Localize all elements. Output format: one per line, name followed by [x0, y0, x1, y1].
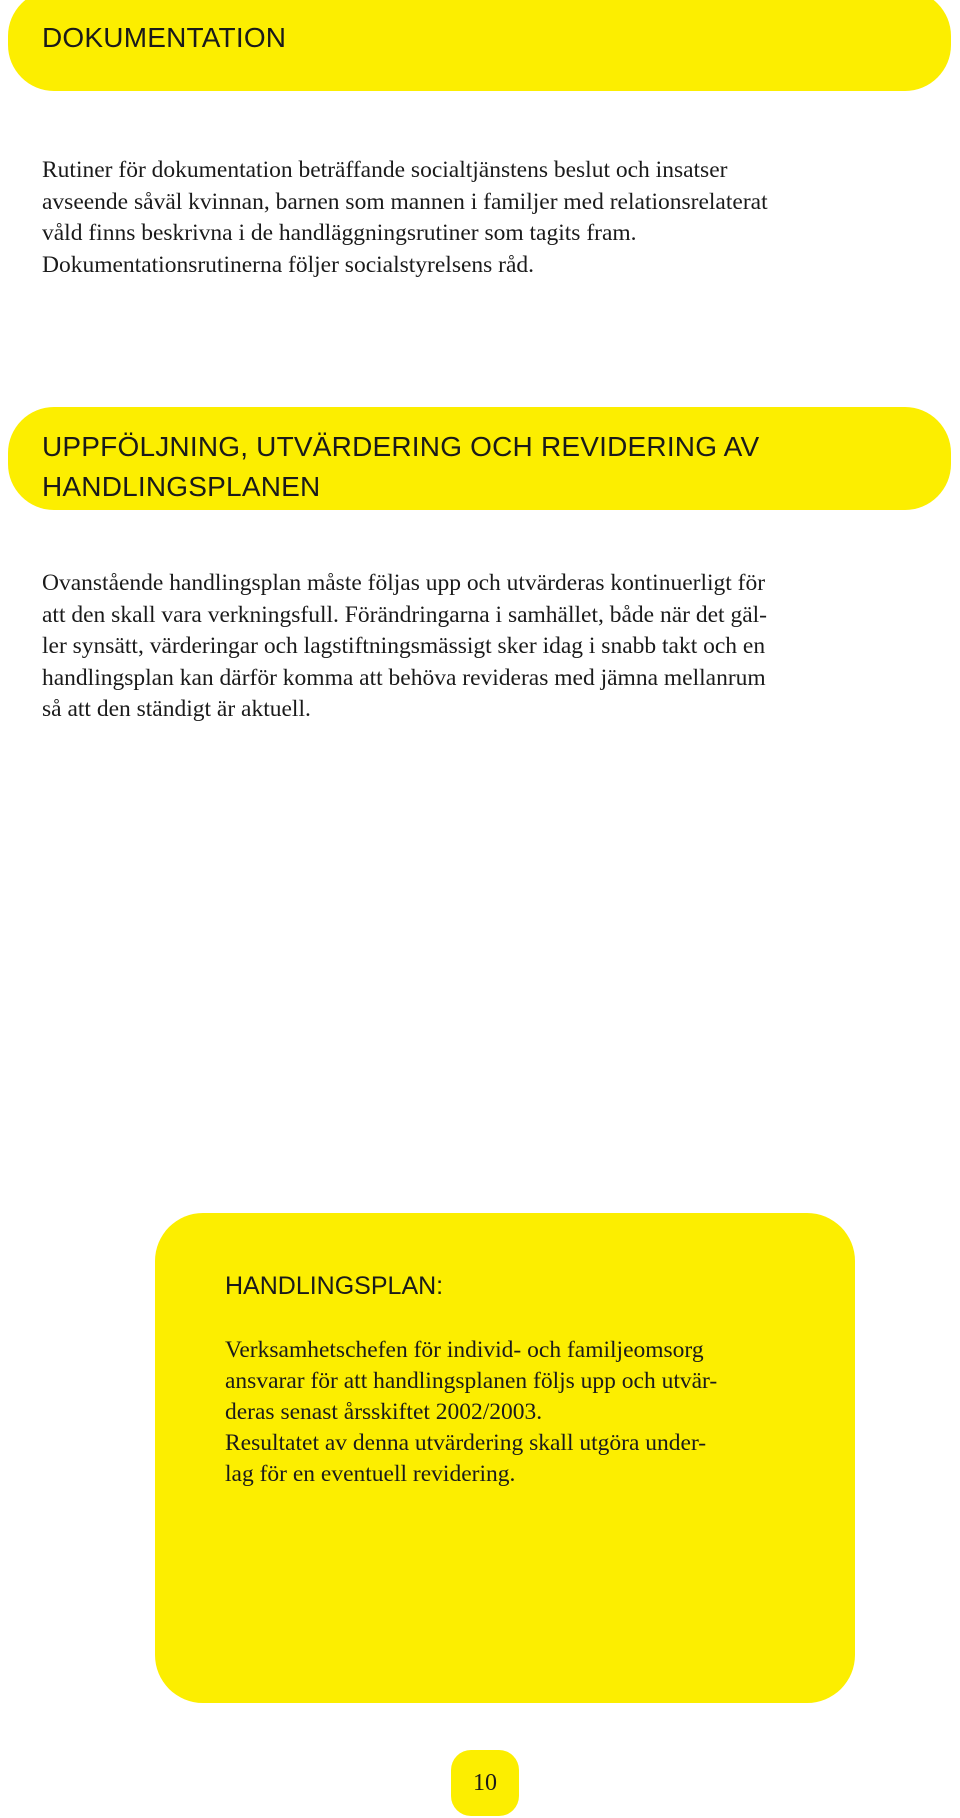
- section-banner-uppfoljning: [8, 407, 951, 510]
- handlingsplan-text: [225, 1335, 845, 1490]
- paragraph-line: Ovanstående handlingsplan måste följas upp och utvärderas kontinuerligt för: [42, 570, 766, 596]
- section-heading-dokumentation: [42, 18, 951, 58]
- plan-line: Resultatet av denna utvärdering skall utgöra under-: [225, 1430, 707, 1456]
- paragraph-line: så att den ständigt är aktuell.: [42, 696, 311, 722]
- paragraph-uppfoljning: [42, 568, 922, 726]
- handlingsplan-heading: HANDLINGSPLAN:: [225, 1272, 444, 1300]
- paragraph-line: Dokumentationsrutinerna följer socialstyrelsens råd.: [42, 251, 535, 278]
- heading-line: DOKUMENTATION: [42, 22, 287, 53]
- paragraph-line: ler synsätt, värderingar och lagstiftningsmässigt sker idag i snabb takt och en: [42, 633, 766, 659]
- paragraph-line: Rutiner för dokumentation beträffande socialtjänstens beslut och insatser: [42, 157, 728, 183]
- handlingsplan-box: [155, 1213, 855, 1703]
- section-heading-uppfoljning: [42, 427, 951, 507]
- paragraph-line: avseende såväl kvinnan, barnen som mannen i familjer med relationsrelaterat: [42, 188, 768, 215]
- plan-line: Verksamhetschefen för individ- och familjeomsorg: [225, 1337, 704, 1363]
- section-banner-dokumentation: [8, 0, 951, 91]
- heading-line: HANDLINGSPLANEN: [42, 471, 321, 502]
- paragraph-line: handlingsplan kan därför komma att behöva revideras med jämna mellanrum: [42, 664, 766, 691]
- plan-line: deras senast årsskiftet 2002/2003.: [225, 1399, 543, 1425]
- paragraph-dokumentation: [42, 155, 922, 281]
- plan-line: ansvarar för att handlingsplanen följs upp och utvär-: [225, 1368, 718, 1394]
- paragraph-line: att den skall vara verkningsfull. Förändringarna i samhället, både när det gäl-: [42, 601, 767, 628]
- page-number: 10: [451, 1750, 519, 1816]
- heading-line: UPPFÖLJNING, UTVÄRDERING OCH REVIDERING AV: [42, 431, 760, 462]
- plan-line: lag för en eventuell revidering.: [225, 1461, 516, 1487]
- paragraph-line: våld finns beskrivna i de handläggningsrutiner som tagits fram.: [42, 220, 637, 246]
